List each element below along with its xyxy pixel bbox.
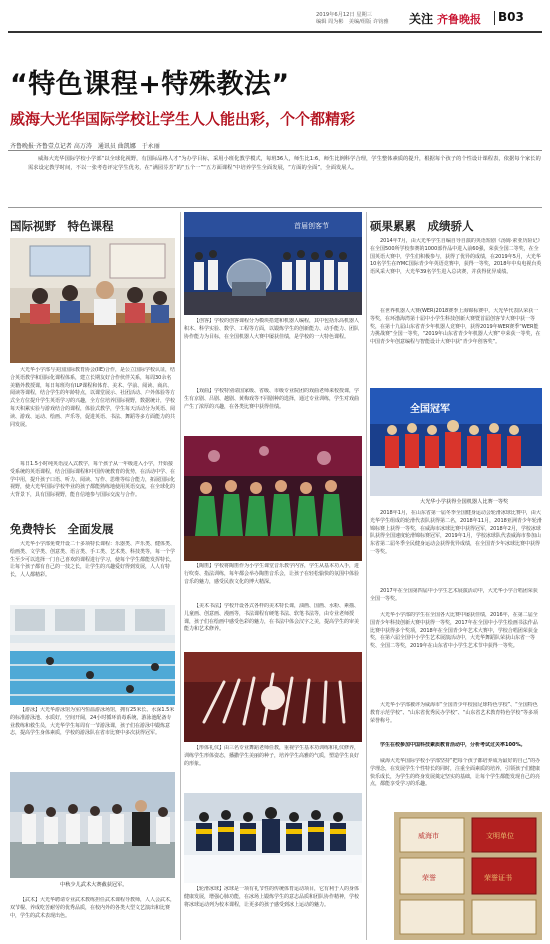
achievements-paragraph-4: 2017年在全国第四届中小学生艺术展演活动中，大光华小学合唱团荣获全国一等奖。 bbox=[370, 588, 538, 602]
page-number: B03 bbox=[498, 10, 524, 24]
certificate-text-4: 荣誉证书 bbox=[484, 874, 512, 882]
dance-photo bbox=[184, 652, 362, 742]
martial-arts-paragraph: 【武术】大光华聘请专业武术教练担任武术课程导教师，人人会武术，双节棍、养成吃苦耐劳的优秀品质，在校内外的各类大型文艺演出和比赛中，学生的武术表现出色。 bbox=[10, 897, 176, 919]
skating-award-photo bbox=[370, 388, 542, 496]
section-label: 关注 bbox=[409, 12, 434, 26]
section-title-achievements: 硕果累累 成绩骄人 bbox=[370, 219, 474, 233]
achievements-paragraph-2: 在世界机器人大赛(WER)2018赛季上海锦标赛中，大光华代表队荣获一等奖，在环渤海湾第十届中小学生科技创新大赛暨首届创客节大赛中获一等奖，在第十九届山东省青少年机器人竞赛中，获得2019年WER赛季“WER能力挑战赛”全国一等奖，“2019年山东省青少年机器人大赛”中荣获一等奖，在中国青少年创意编程与智能设计大赛中获“青少年创客奖”。 bbox=[370, 308, 541, 346]
certificate-text-2: 文明单位 bbox=[486, 832, 514, 840]
achievements-conclusion: 威海大光华国际学校小学部坚持“把每个孩子都培养成为最好的自己”的办学理念，在发展学生个性特长的同时，注重全面素质的培养，引领孩子们健康快乐成长，为学生的终身发展奠定坚实的基础，让每个学生都能发现自己的亮点，都能享受学习的乐趣。 bbox=[370, 758, 541, 788]
top-rule bbox=[8, 31, 542, 33]
newspaper-logo: 齐鲁晚报 bbox=[437, 13, 481, 26]
classroom-photo bbox=[10, 238, 175, 363]
certificate-text-1: 威海市 bbox=[418, 832, 439, 840]
page-number-divider bbox=[494, 11, 495, 25]
masthead bbox=[0, 0, 550, 38]
ocarina-paragraph: 【陶笛】学校将陶笛作为小学生课堂音乐教学内容，学生从基本功入手，进行吹奏、指法训练，每年都会举办陶笛音乐会，让孩子在轻松愉快的氛围中体验音乐的魅力，感受民族文化的博大精深。 bbox=[184, 563, 360, 585]
skating-photo-caption: 大光华小学获得全国机器人比赛一等奖 bbox=[420, 499, 509, 505]
maker-paragraph: 【创客】学校的创客课程分为模块搭建和机器人编程，其中包括乐高机器人积木、科学实验、数学、工程等方面，以锻炼学生的创新能力、动手能力、团队协作能力为目标，在全国机器人大赛中屡获佳绩，是学校的一大特色课程。 bbox=[184, 318, 360, 340]
achievements-paragraph-6: 大光华小学部被评为威海市“全国青少年校园足球特色学校”、“全国特色教育示范学校”、“山东省优秀民办学校”、“山东省艺术教育特色学校”等多项荣誉称号。 bbox=[370, 702, 538, 724]
martial-arts-caption: 中秋少儿武术大赛截获冠军。 bbox=[60, 882, 128, 888]
column-divider-2 bbox=[366, 212, 367, 940]
roller-hockey-paragraph: 【轮滑冰球】冰球是一项有礼节性的传统体育运动项目，它有利于人的身体健康发展，增强心肺功能，在冰场上锻炼学生的意志品质和团队协作精神，学校将冰球运动列为校本课程，让更多的孩子感受到冰上运动的魅力。 bbox=[184, 886, 360, 908]
free-specialties-paragraph: 大光华小学部免费开设二十多项特长课程：乐器类、声乐类、健体类、绘画类、文学类、创意类、语言类、手工类、艺术类、科技类等，每一个学生至少可以选择一门自己喜欢的课程进行学习，使每个学生都能发挥特长，让每个孩子都有自己的一技之长，让学生的兴趣爱好得到发展，人人有特长，人人都精彩。 bbox=[10, 541, 176, 579]
issue-date: 2019年6月12日 星期三 bbox=[316, 12, 372, 18]
section-title-free-specialties: 免费特长 全面发展 bbox=[10, 522, 114, 536]
achievements-paragraph-5: 大光华小学部的学生在全国各大比赛中屡获佳绩，2016年，在第二届全国青少年科技创新大赛中获得一等奖，2017年在全国中小学生绘画书法作品比赛中获得多个奖项，2018年在全国青少年艺术大赛中，学校合唱团荣获金奖，在第六届全国中小学生艺术展演活动中，大光华舞蹈队荣获山东省一等奖、全国二等奖，2019年在山东省中小学生艺术节中获得一等奖。 bbox=[370, 612, 538, 650]
section-rule bbox=[8, 207, 542, 208]
achievements-highlight: 学生在校参加中国科技素质教育活动中，分析考试过关率100%。 bbox=[380, 742, 526, 748]
certificates-photo bbox=[394, 812, 542, 940]
robot-competition-photo bbox=[184, 212, 362, 315]
performance-photo bbox=[184, 436, 362, 561]
ice-hockey-photo bbox=[184, 793, 362, 883]
award-banner-text: 全国冠军 bbox=[410, 404, 450, 415]
martial-arts-photo bbox=[10, 772, 175, 878]
international-paragraph-2: 每日1.5小时纯英语浸入式教学，每个孩子从一年级进入小学，开始接受系统的英语课程，结合国际课程和中国传统教育的优势，在活动中学、在学中用，提升孩子口语、听力、阅读、写作、思维等综合能力，拓展国际化视野，使大光华国际学校毕业的孩子都能熟练地使用英语交流，在全球化的大背景下，具有国际视野，能自信地参与国际交流与合作。 bbox=[10, 461, 176, 499]
column-divider-1 bbox=[180, 212, 181, 940]
achievements-paragraph-3: 2018年1月，在山东省第一届冬季全国健身运动会轮滑冰球比赛中，由大光华学生组成的轮滑代表队获得第二名，2018年11月，2018亚洲青少年轮滑锦标赛上获得一等奖，在威海市冰球比赛中获得冠军，2018年2月，学校冰球队获得全国速度轮滑锦标赛冠军，2019年1月，学校冰球队代表威海市参加山东省第二届冬季全民健身运动会获得优异成绩，在全国青少年冰球比赛中获得一等奖。 bbox=[370, 510, 542, 555]
art-calligraphy-paragraph: 【美术书法】学校开设各式各样的美术特长课，油画、国画、水粉、素描、儿童画、创意画、漫画等，书法课程有硬笔书法、软笔书法等，由专业老师授课，孩子们在绘画中感受色彩的魅力，在书法中体会汉字之美，提高学生的审美能力和艺术修养。 bbox=[184, 603, 360, 633]
section-title-international: 国际视野 特色课程 bbox=[10, 219, 114, 233]
banner-text: 首届创客节 bbox=[294, 222, 329, 230]
lead-paragraph: 威海大光华国际学校小学部“以全球化视野，有国际品格人才”为办学目标，采用小班化教学模式，每班36人，师生比1:6，师生比例科学合理，学生整体素质的提升，根据每个孩子的个性设计课程表，依据每个家长的需求设定教学时间，不以一张考卷评定学生优劣，在“满园芬芳”的“五个一”“五方面课程”中培养学生全面发展，“方面的全面”，全面发展人。 bbox=[28, 156, 541, 171]
international-paragraph-1: 大光华小学部与美国国际教育协会(IIE)合作，是公立国际学校认证，结合英语教学和国际化课程体系，建立长期友好合作伙伴关系，每周30余名美籍外教授课，每日每班均有ILP课程和体育、美术、学前、阅读、商店、阅读等课程，结合学生的年龄特点，以课堂展示、社团活动、户外体验等方式全方位提升学生英语学习的兴趣，全方位培养国际视野，数据统计，学校每天积累实验与游戏结合的课程，体验式教学，学生每天活动分为英语、阅读、游戏、运动、绘画、声乐等，促进英语、书法、舞蹈等多方面能力的共同发展。 bbox=[10, 367, 176, 428]
editor-credits: 编辑 周为彬 美编/组版 许钧雅 bbox=[316, 19, 389, 25]
opera-paragraph: 【戏曲】学校特别请国家级、省级、市级专业院团的戏曲老师来校授课，学生有京剧、吕剧、越剧、黄梅戏等不同剧种的选择，通过专业训练，学生对戏曲产生了浓厚的兴趣，在各类比赛中获得佳绩。 bbox=[184, 388, 360, 410]
page-meta bbox=[316, 12, 389, 26]
subheadline: 威海大光华国际学校让学生人人能出彩，个个都精彩 bbox=[10, 110, 356, 128]
headline: “特色课程+特殊教法” bbox=[10, 69, 290, 100]
byline: 齐鲁晚报·齐鲁壹点记者 高万涛 通讯员 曲凯娜 于永丽 bbox=[10, 143, 160, 150]
etiquette-paragraph: 【形体礼仪】由三名专业舞蹈老师任教，重视学生基本功训练和礼仪修养，训练学生形体姿态，播撒学生美丽的种子，培养学生高雅的气质，塑造学生良好的形象。 bbox=[184, 745, 360, 767]
swimming-paragraph: 【游泳】大光华游泳馆为室内恒温游泳场馆，拥有25米长、水深1.5米的标准游泳池、水质好，空间开阔，24小时循环消毒系统，游泳池配备专业教练和救生员，大光华学生每周有一节游泳课，孩子们在游泳中锻炼意志，提高学生身体素质，学校的游泳队在省市比赛中多次获得冠军。 bbox=[10, 707, 175, 737]
certificate-text-3: 荣誉 bbox=[422, 874, 436, 882]
byline-rule bbox=[8, 150, 542, 151]
achievements-paragraph-1: 2014年7月，由大光华学生自编自导自演的英语短剧《汤姆·索亚历险记》在全国500所学校参赛的1000部作品中进入前60强，荣获全国二等奖，在全国英语大赛中，学生们积极参与，获得了优异的成绩，在2019年5月，大光华10名学生在IYMC国际青少年英语竞赛中，获得一等奖，2018年中央电视台英语风采大赛中，大光华39名学生进入总决赛，并获得优异成绩。 bbox=[370, 238, 542, 276]
swimming-photo bbox=[10, 605, 175, 705]
